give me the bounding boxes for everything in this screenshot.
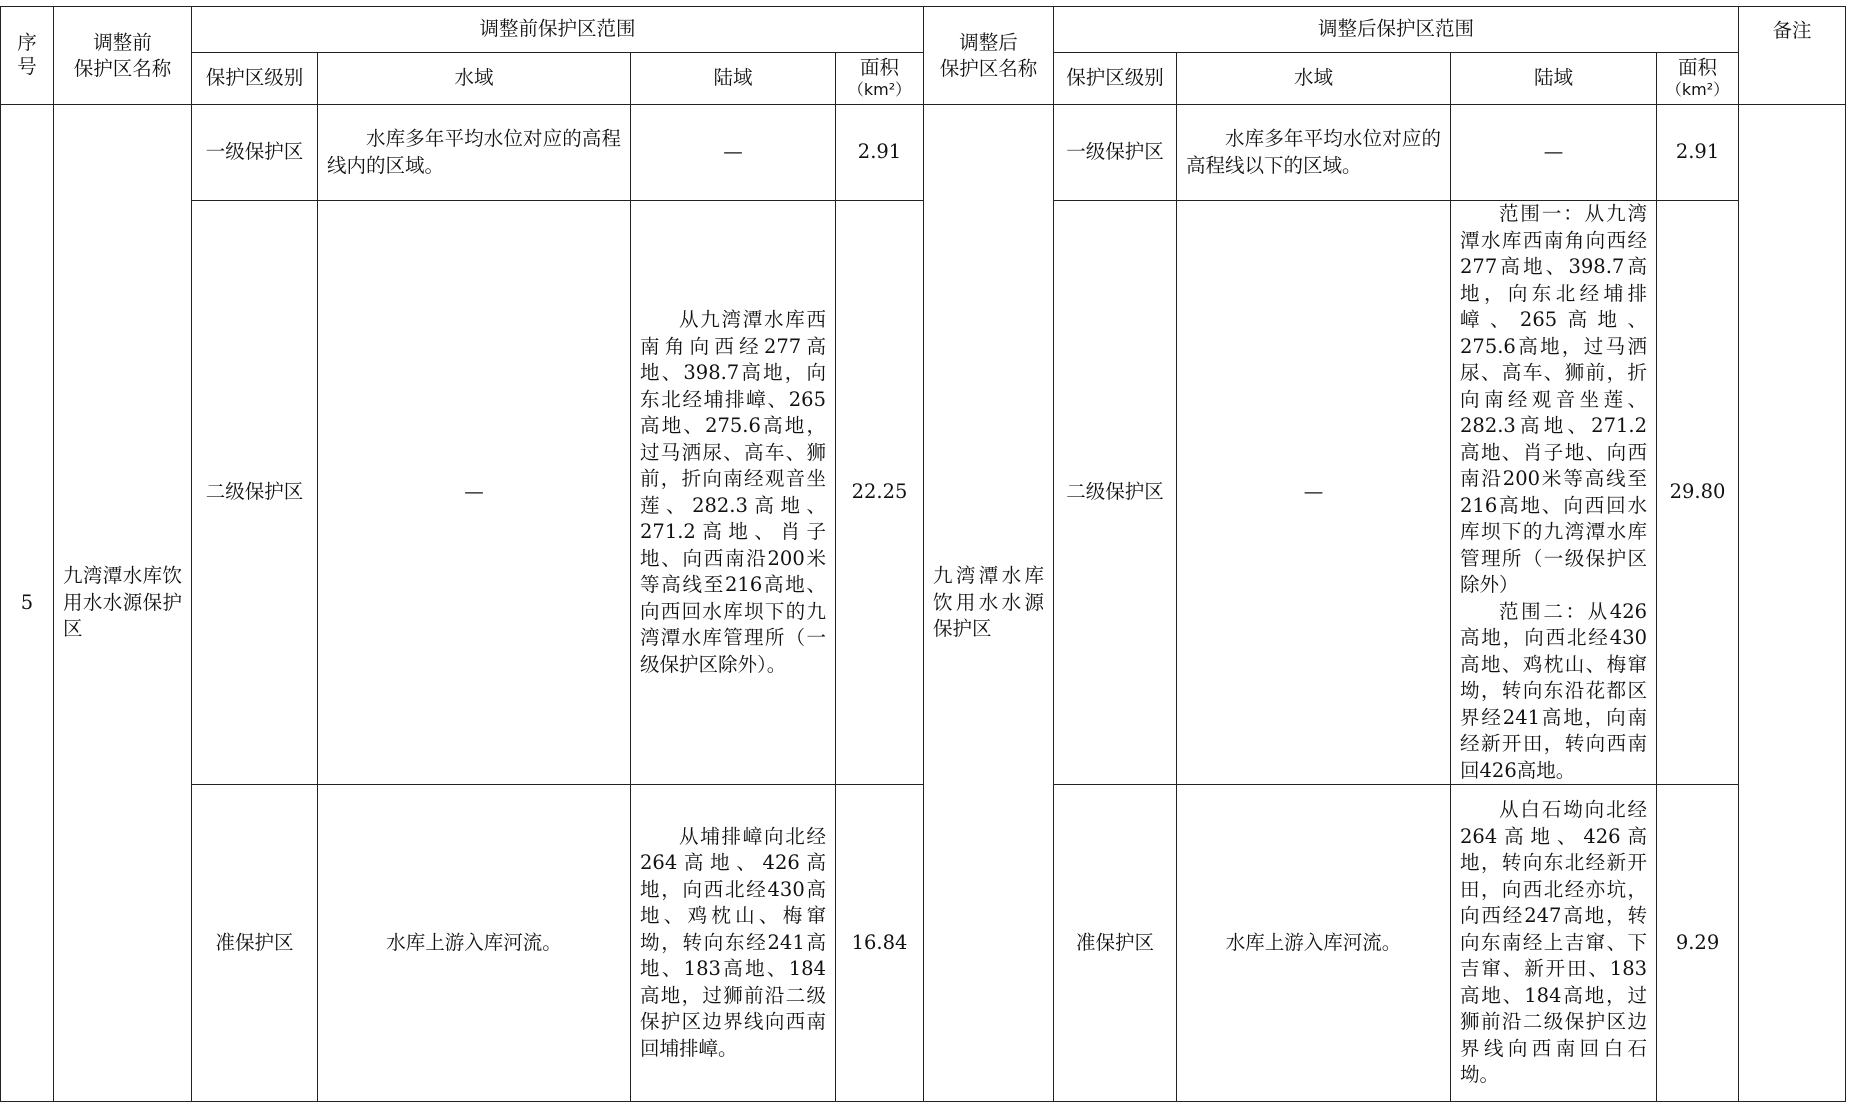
header-before-water: 水域 [318, 53, 631, 105]
header-before-level: 保护区级别 [192, 53, 318, 105]
row-after-name: 九湾潭水库饮用水水源保护区 [924, 105, 1054, 1102]
before-water-2: — [318, 201, 631, 785]
header-seq: 序号 [1, 7, 54, 105]
after-water-3: 水库上游入库河流。 [1177, 785, 1451, 1102]
header-after-name: 调整后 保护区名称 [924, 7, 1054, 105]
area-unit: （km²） [1665, 79, 1730, 99]
after-water-2: — [1177, 201, 1451, 785]
row-seq: 5 [1, 105, 54, 1102]
after-area-3: 9.29 [1657, 785, 1739, 1102]
row-before-name: 九湾潭水库饮用水水源保护区 [54, 105, 192, 1102]
before-land-2: 从九湾潭水库西南角向西经277高地、398.7高地，向东北经埔排嶂、265高地、275.6高地，过马洒尿、高车、狮前，折向南经观音坐莲、282.3高地、271.2高地、肖子地、向西南沿200米等高线至216高地、向西回水库坝下的九湾潭水库管理所（一级保护区除外）。 [631, 201, 836, 785]
before-area-1: 2.91 [836, 105, 924, 201]
header-remark: 备注 [1739, 7, 1846, 105]
header-before-area [836, 53, 924, 105]
before-area-2: 22.25 [836, 201, 924, 785]
table-row [1, 105, 1846, 201]
row-remark [1739, 105, 1846, 1102]
header-after-land: 陆域 [1451, 53, 1657, 105]
after-land-1: — [1451, 105, 1657, 201]
table-row [1, 785, 1846, 1102]
before-water-3: 水库上游入库河流。 [318, 785, 631, 1102]
header-after-range: 调整后保护区范围 [1054, 7, 1739, 53]
before-area-3: 16.84 [836, 785, 924, 1102]
header-before-name: 调整前 保护区名称 [54, 7, 192, 105]
after-land-range-1: 范围一：从九湾潭水库西南角向西经277高地、398.7高地，向东北经埔排嶂、265高地、275.6高地，过马洒尿、高车、狮前，折向南经观音坐莲、282.3高地、271.2高地、肖子地、向西南沿200米等高线至216高地、向西回水库坝下的九湾潭水库管理所（一级保护区除外） [1460, 202, 1648, 596]
table-row [1, 201, 1846, 785]
after-area-2: 29.80 [1657, 201, 1739, 785]
before-land-3: 从埔排嶂向北经264高地、426高地，向西北经430高地、鸡枕山、梅窜坳，转向东经241高地、183高地、184高地，过狮前沿二级保护区边界线向西南回埔排嶂。 [631, 785, 836, 1102]
header-after-water: 水域 [1177, 53, 1451, 105]
after-land-3: 从白石坳向北经264高地、426高地，转向东北经新开田，向西北经亦坑，向西经247高地，转向东南经上吉窜、下吉窜、新开田、183高地、184高地，过狮前沿二级保护区边界线向西南回白石坳。 [1451, 785, 1657, 1102]
after-level-3: 准保护区 [1054, 785, 1177, 1102]
area-label: 面积 [1678, 55, 1718, 79]
area-unit: （km²） [847, 79, 912, 99]
after-land-range-2: 范围二：从426高地，向西北经430高地、鸡枕山、梅窜坳，转向东沿花都区界经241高地，向南经新开田，转向西南回426高地。 [1460, 599, 1648, 782]
header-before-range: 调整前保护区范围 [192, 7, 924, 53]
after-area-1: 2.91 [1657, 105, 1739, 201]
after-level-1: 一级保护区 [1054, 105, 1177, 201]
after-level-2: 二级保护区 [1054, 201, 1177, 785]
area-label: 面积 [860, 55, 900, 79]
header-before-land: 陆域 [631, 53, 836, 105]
header-after-level: 保护区级别 [1054, 53, 1177, 105]
before-level-2: 二级保护区 [192, 201, 318, 785]
before-land-1: — [631, 105, 836, 201]
after-water-1: 水库多年平均水位对应的高程线以下的区域。 [1177, 105, 1451, 201]
header-after-area [1657, 53, 1739, 105]
after-land-2 [1451, 201, 1657, 785]
before-level-1: 一级保护区 [192, 105, 318, 201]
before-level-3: 准保护区 [192, 785, 318, 1102]
before-water-1: 水库多年平均水位对应的高程线内的区域。 [318, 105, 631, 201]
protection-zone-table [0, 6, 1846, 1102]
